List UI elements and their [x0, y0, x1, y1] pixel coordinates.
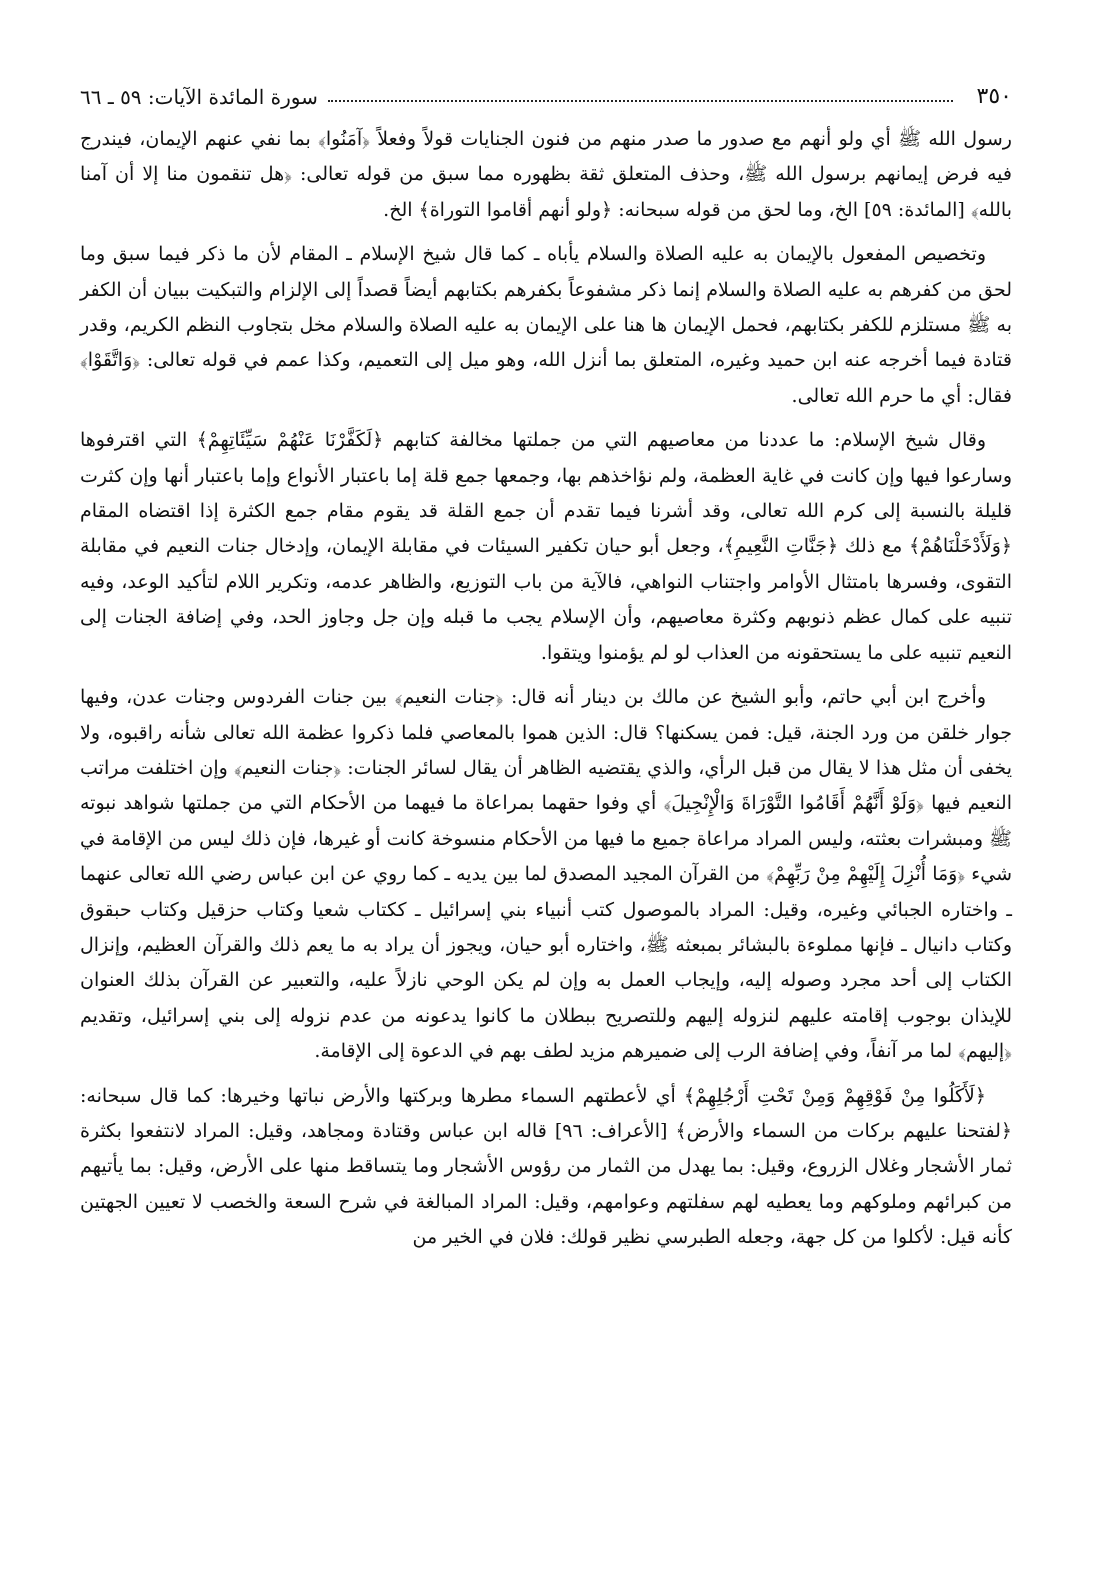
paragraph-4: وأخرج ابن أبي حاتم، وأبو الشيخ عن مالك بن دينار أنه قال: ﴿جنات النعيم﴾ بين جنات الفردوس وجنات عدن، وفيها جوار خلقن من ورد الجنة، قيل: فمن يسكنها؟ قال: الذين هموا بالمعاصي فلما ذكروا عظمة الله تعالى شأنه راقبوه، ولا يخفى أن مثل هذا لا يقال من قبل الرأي، والذي يقتضيه الظاهر أن يقال لسائر الجنات: ﴿جنات النعيم﴾ وإن اختلفت مراتب النعيم فيها ﴿وَلَوْ أَنَّهُمْ أَقَامُوا التَّوْرَاةَ وَالْإِنْجِيلَ﴾ أي وفوا حقهما بمراعاة ما فيهما من الأحكام التي من جملتها شواهد نبوته ﷺ ومبشرات بعثته، وليس المراد مراعاة جميع ما فيها من الأحكام منسوخة كانت أو غيرها، فإن ذلك ليس من الإقامة في شيء ﴿وَمَا أُنْزِلَ إِلَيْهِمْ مِنْ رَبِّهِمْ﴾ من القرآن المجيد المصدق لما بين يديه ـ كما روي عن ابن عباس رضي الله تعالى عنهما ـ واختاره الجبائي وغيره، وقيل: المراد بالموصول كتب أنبياء بني إسرائيل ـ ككتاب شعيا وكتاب حزقيل وكتاب حبقوق وكتاب دانيال ـ فإنها مملوءة بالبشائر بمبعثه ﷺ، واختاره أبو حيان، ويجوز أن يراد به ما يعم ذلك والقرآن العظيم، وإنزال الكتاب إلى أحد مجرد وصوله إليه، وإيجاب العمل به وإن لم يكن الوحي نازلاً عليه، والتعبير عن القرآن بذلك العنوان للإيذان بوجوب إقامته عليهم لنزوله إليهم وللتصريح ببطلان ما كانوا يدعونه من عدم نزوله إلى بني إسرائيل، وتقديم ﴿إليهم﴾ لما مر آنفاً، وفي إضافة الرب إلى ضميرهم مزيد لطف بهم في الدعوة إلى الإقامة. — [79, 686, 1012, 1063]
paragraph-1: رسول الله ﷺ أي ولو أنهم مع صدور ما صدر منهم من فنون الجنايات قولاً وفعلاً ﴿آمَنُوا﴾ بما نفي عنهم الإيمان، فيندرج فيه فرض إيمانهم برسول الله ﷺ، وحذف المتعلق ثقة بظهوره مما سبق من قوله تعالى: ﴿هل تنقمون منا إلا أن آمنا بالله﴾ [المائدة: ٥٩] الخ، وما لحق من قوله سبحانه: ﴿ولو أنهم أقاموا التوراة﴾ الخ. — [80, 128, 1012, 221]
running-title: سورة المائدة الآيات: ٥٩ ـ ٦٦ — [80, 85, 318, 109]
book-page — [80, 70, 1012, 1560]
paragraph-5: ﴿لَأَكَلُوا مِنْ فَوْقِهِمْ وَمِنْ تَحْتِ أَرْجُلِهِمْ﴾ أي لأعطتهم السماء مطرها وبركتها والأرض نباتها وخيرها: كما قال سبحانه: ﴿لفتحنا عليهم بركات من السماء والأرض﴾ [الأعراف: ٩٦] قاله ابن عباس وقتادة ومجاهد، وقيل: المراد لانتفعوا بكثرة ثمار الأشجار وغلال الزروع، وقيل: بما يهدل من الثمار من رؤوس الأشجار وما يتساقط منها على الأرض، وقيل: بما يأتيهم من كبرائهم وملوكهم وما يعطيه لهم سفلتهم وعوامهم، وقيل: المراد المبالغة في شرح السعة والخصب لا تعيين الجهتين كأنه قيل: لأكلوا من كل جهة، وجعله الطبرسي نظير قولك: فلان في الخير من — [80, 1084, 1013, 1249]
paragraph-3: وقال شيخ الإسلام: ما عددنا من معاصيهم التي من جملتها مخالفة كتابهم ﴿لَكَفَّرْنَا عَنْهُمْ سَيِّئَاتِهِمْ﴾ التي اقترفوها وسارعوا فيها وإن كانت في غاية العظمة، ولم نؤاخذهم بها، وجمعها جمع قلة إما باعتبار الأنواع وإما باعتبار أنها وإن كثرت قليلة بالنسبة إلى كرم الله تعالى، وقد أشرنا فيما تقدم أن جمع القلة قد يقوم مقام جمع الكثرة إذا اقتضاه المقام ﴿وَلَأَدْخَلْنَاهُمْ﴾ مع ذلك ﴿جَنَّاتِ النَّعِيمِ﴾، وجعل أبو حيان تكفير السيئات في مقابلة الإيمان، وإدخال جنات النعيم في مقابلة التقوى، وفسرها بامتثال الأوامر واجتناب النواهي، فالآية من باب التوزيع، والظاهر عدمه، وتكرير اللام لتأكيد الوعد، وفيه تنبيه على كمال عظم ذنوبهم وكثرة معاصيهم، وأن الإسلام يجب ما قبله وإن جل وجاوز الحد، وفي إضافة الجنات إلى النعيم تنبيه على ما يستحقونه من العذاب لو لم يؤمنوا ويتقوا. — [80, 429, 1012, 664]
page-number: ٣٥٠ — [976, 84, 1012, 109]
header-dotted-leader — [328, 100, 953, 102]
paragraph-2: وتخصيص المفعول بالإيمان به عليه الصلاة والسلام يأباه ـ كما قال شيخ الإسلام ـ المقام لأن ما ذكر فيما سبق وما لحق من كفرهم به عليه الصلاة والسلام إنما ذكر مشفوعاً بكفرهم بكتابهم أيضاً قصداً إلى الإلزام والتبكيت ببيان أن الكفر به ﷺ مستلزم للكفر بكتابهم، فحمل الإيمان ها هنا على الإيمان به عليه الصلاة والسلام مخل بتجاوب النظم الكريم، وقدر قتادة فيما أخرجه عنه ابن حميد وغيره، المتعلق بما أنزل الله، وهو ميل إلى التعميم، وكذا عمم في قوله تعالى: ﴿وَاتَّقَوْا﴾ فقال: أي ما حرم الله تعالى. — [80, 243, 1012, 407]
running-header — [80, 70, 1012, 110]
